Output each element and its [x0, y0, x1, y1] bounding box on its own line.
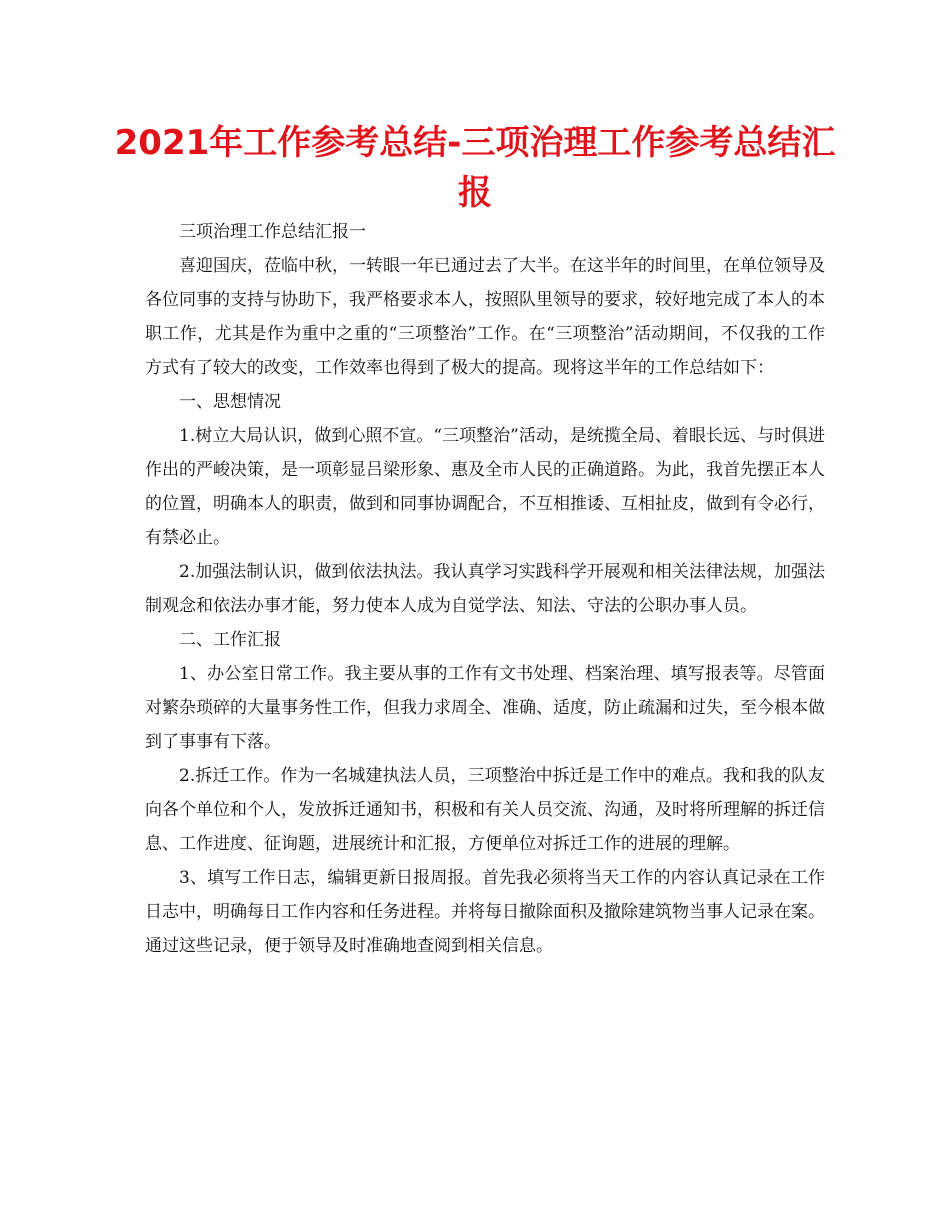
paragraph-thoughts-1: 1.树立大局认识，做到心照不宣。“三项整治”活动，是统揽全局、着眼长远、与时俱进作出的严峻决策，是一项彰显吕梁形象、惠及全市人民的正确道路。为此，我首先摆正本人的位置，明确本人的职责，做到和同事协调配合，不互相推诿、互相扯皮，做到有令必行，有禁必止。 [145, 426, 825, 548]
paragraph-work-1: 1、办公室日常工作。我主要从事的工作有文书处理、档案治理、填写报表等。尽管面对繁杂琐碎的大量事务性工作，但我力求周全、准确、适度，防止疏漏和过失，至今根本做到了事事有下落。 [145, 664, 825, 752]
paragraph-subtitle: 三项治理工作总结汇报一 [179, 222, 366, 242]
paragraph-thoughts-2: 2.加强法制认识，做到依法执法。我认真学习实践科学开展观和相关法律法规，加强法制观念和依法办事才能，努力使本人成为自觉学法、知法、守法的公职办事人员。 [145, 562, 825, 616]
document-title: 2021年工作参考总结-三项治理工作参考总结汇报 [114, 123, 836, 213]
paragraph-work-2: 2.拆迁工作。作为一名城建执法人员，三项整治中拆迁是工作中的难点。我和我的队友向各个单位和个人，发放拆迁通知书，积极和有关人员交流、沟通，及时将所理解的拆迁信息、工作进度、征询题，进展统计和汇报，方便单位对拆迁工作的进展的理解。 [145, 766, 825, 854]
paragraph-intro: 喜迎国庆，莅临中秋，一转眼一年已通过去了大半。在这半年的时间里，在单位领导及各位同事的支持与协助下，我严格要求本人，按照队里领导的要求，较好地完成了本人的本职工作，尤其是作为重中之重的“三项整治”工作。在“三项整治”活动期间，不仅我的工作方式有了较大的改变，工作效率也得到了极大的提高。现将这半年的工作总结如下： [145, 256, 825, 378]
section-heading-work-report: 二、工作汇报 [179, 630, 281, 650]
document-body [145, 215, 825, 963]
paragraph-work-3: 3、填写工作日志，编辑更新日报周报。首先我必须将当天工作的内容认真记录在工作日志中，明确每日工作内容和任务进程。并将每日撤除面积及撤除建筑物当事人记录在案。通过这些记录，便于领导及时准确地查阅到相关信息。 [145, 868, 825, 956]
section-heading-thoughts: 一、思想情况 [179, 392, 281, 412]
